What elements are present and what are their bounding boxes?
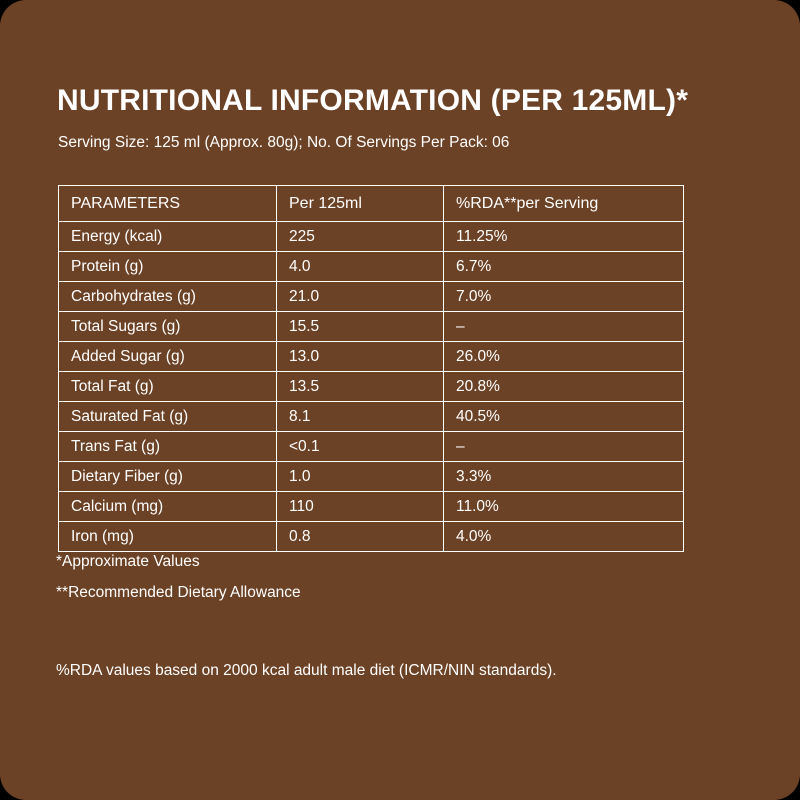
row-rda: 11.25% (444, 222, 684, 252)
row-value: 13.0 (277, 342, 444, 372)
table-row (59, 252, 684, 282)
table-row (59, 432, 684, 462)
table-row (59, 222, 684, 252)
row-parameter: Total Sugars (g) (59, 312, 277, 342)
row-parameter: Trans Fat (g) (59, 432, 277, 462)
row-parameter: Calcium (mg) (59, 492, 277, 522)
column-header-rda: %RDA**per Serving (444, 186, 684, 222)
nutrition-table (58, 185, 684, 552)
row-parameter: Added Sugar (g) (59, 342, 277, 372)
row-value: 225 (277, 222, 444, 252)
row-value: 21.0 (277, 282, 444, 312)
row-value: 13.5 (277, 372, 444, 402)
column-header-parameters: PARAMETERS (59, 186, 277, 222)
serving-size-text: Serving Size: 125 ml (Approx. 80g); No. Of Servings Per Pack: 06 (58, 134, 510, 151)
row-rda: 40.5% (444, 402, 684, 432)
table-row (59, 282, 684, 312)
row-value: 4.0 (277, 252, 444, 282)
row-rda: 6.7% (444, 252, 684, 282)
table-row (59, 462, 684, 492)
row-rda: 4.0% (444, 522, 684, 552)
row-value: 8.1 (277, 402, 444, 432)
row-parameter: Iron (mg) (59, 522, 277, 552)
row-parameter: Dietary Fiber (g) (59, 462, 277, 492)
note-approximate-values: *Approximate Values (56, 553, 200, 570)
footnote-rda-basis: %RDA values based on 2000 kcal adult male diet (ICMR/NIN standards). (56, 662, 557, 679)
table-row (59, 522, 684, 552)
row-rda: 11.0% (444, 492, 684, 522)
row-rda: – (444, 432, 684, 462)
table-row (59, 372, 684, 402)
table-row (59, 312, 684, 342)
row-value: 0.8 (277, 522, 444, 552)
column-header-per-serving: Per 125ml (277, 186, 444, 222)
row-parameter: Carbohydrates (g) (59, 282, 277, 312)
row-parameter: Protein (g) (59, 252, 277, 282)
row-rda: 3.3% (444, 462, 684, 492)
row-rda: 26.0% (444, 342, 684, 372)
table-header-row (59, 186, 684, 222)
page-title: NUTRITIONAL INFORMATION (PER 125ML)* (57, 84, 689, 117)
row-rda: 7.0% (444, 282, 684, 312)
row-parameter: Energy (kcal) (59, 222, 277, 252)
row-value: 15.5 (277, 312, 444, 342)
row-rda: 20.8% (444, 372, 684, 402)
row-value: 1.0 (277, 462, 444, 492)
table-row (59, 342, 684, 372)
row-value: 110 (277, 492, 444, 522)
row-rda: – (444, 312, 684, 342)
table-row (59, 492, 684, 522)
table-row (59, 402, 684, 432)
row-value: <0.1 (277, 432, 444, 462)
note-rda-definition: **Recommended Dietary Allowance (56, 584, 301, 601)
row-parameter: Saturated Fat (g) (59, 402, 277, 432)
row-parameter: Total Fat (g) (59, 372, 277, 402)
